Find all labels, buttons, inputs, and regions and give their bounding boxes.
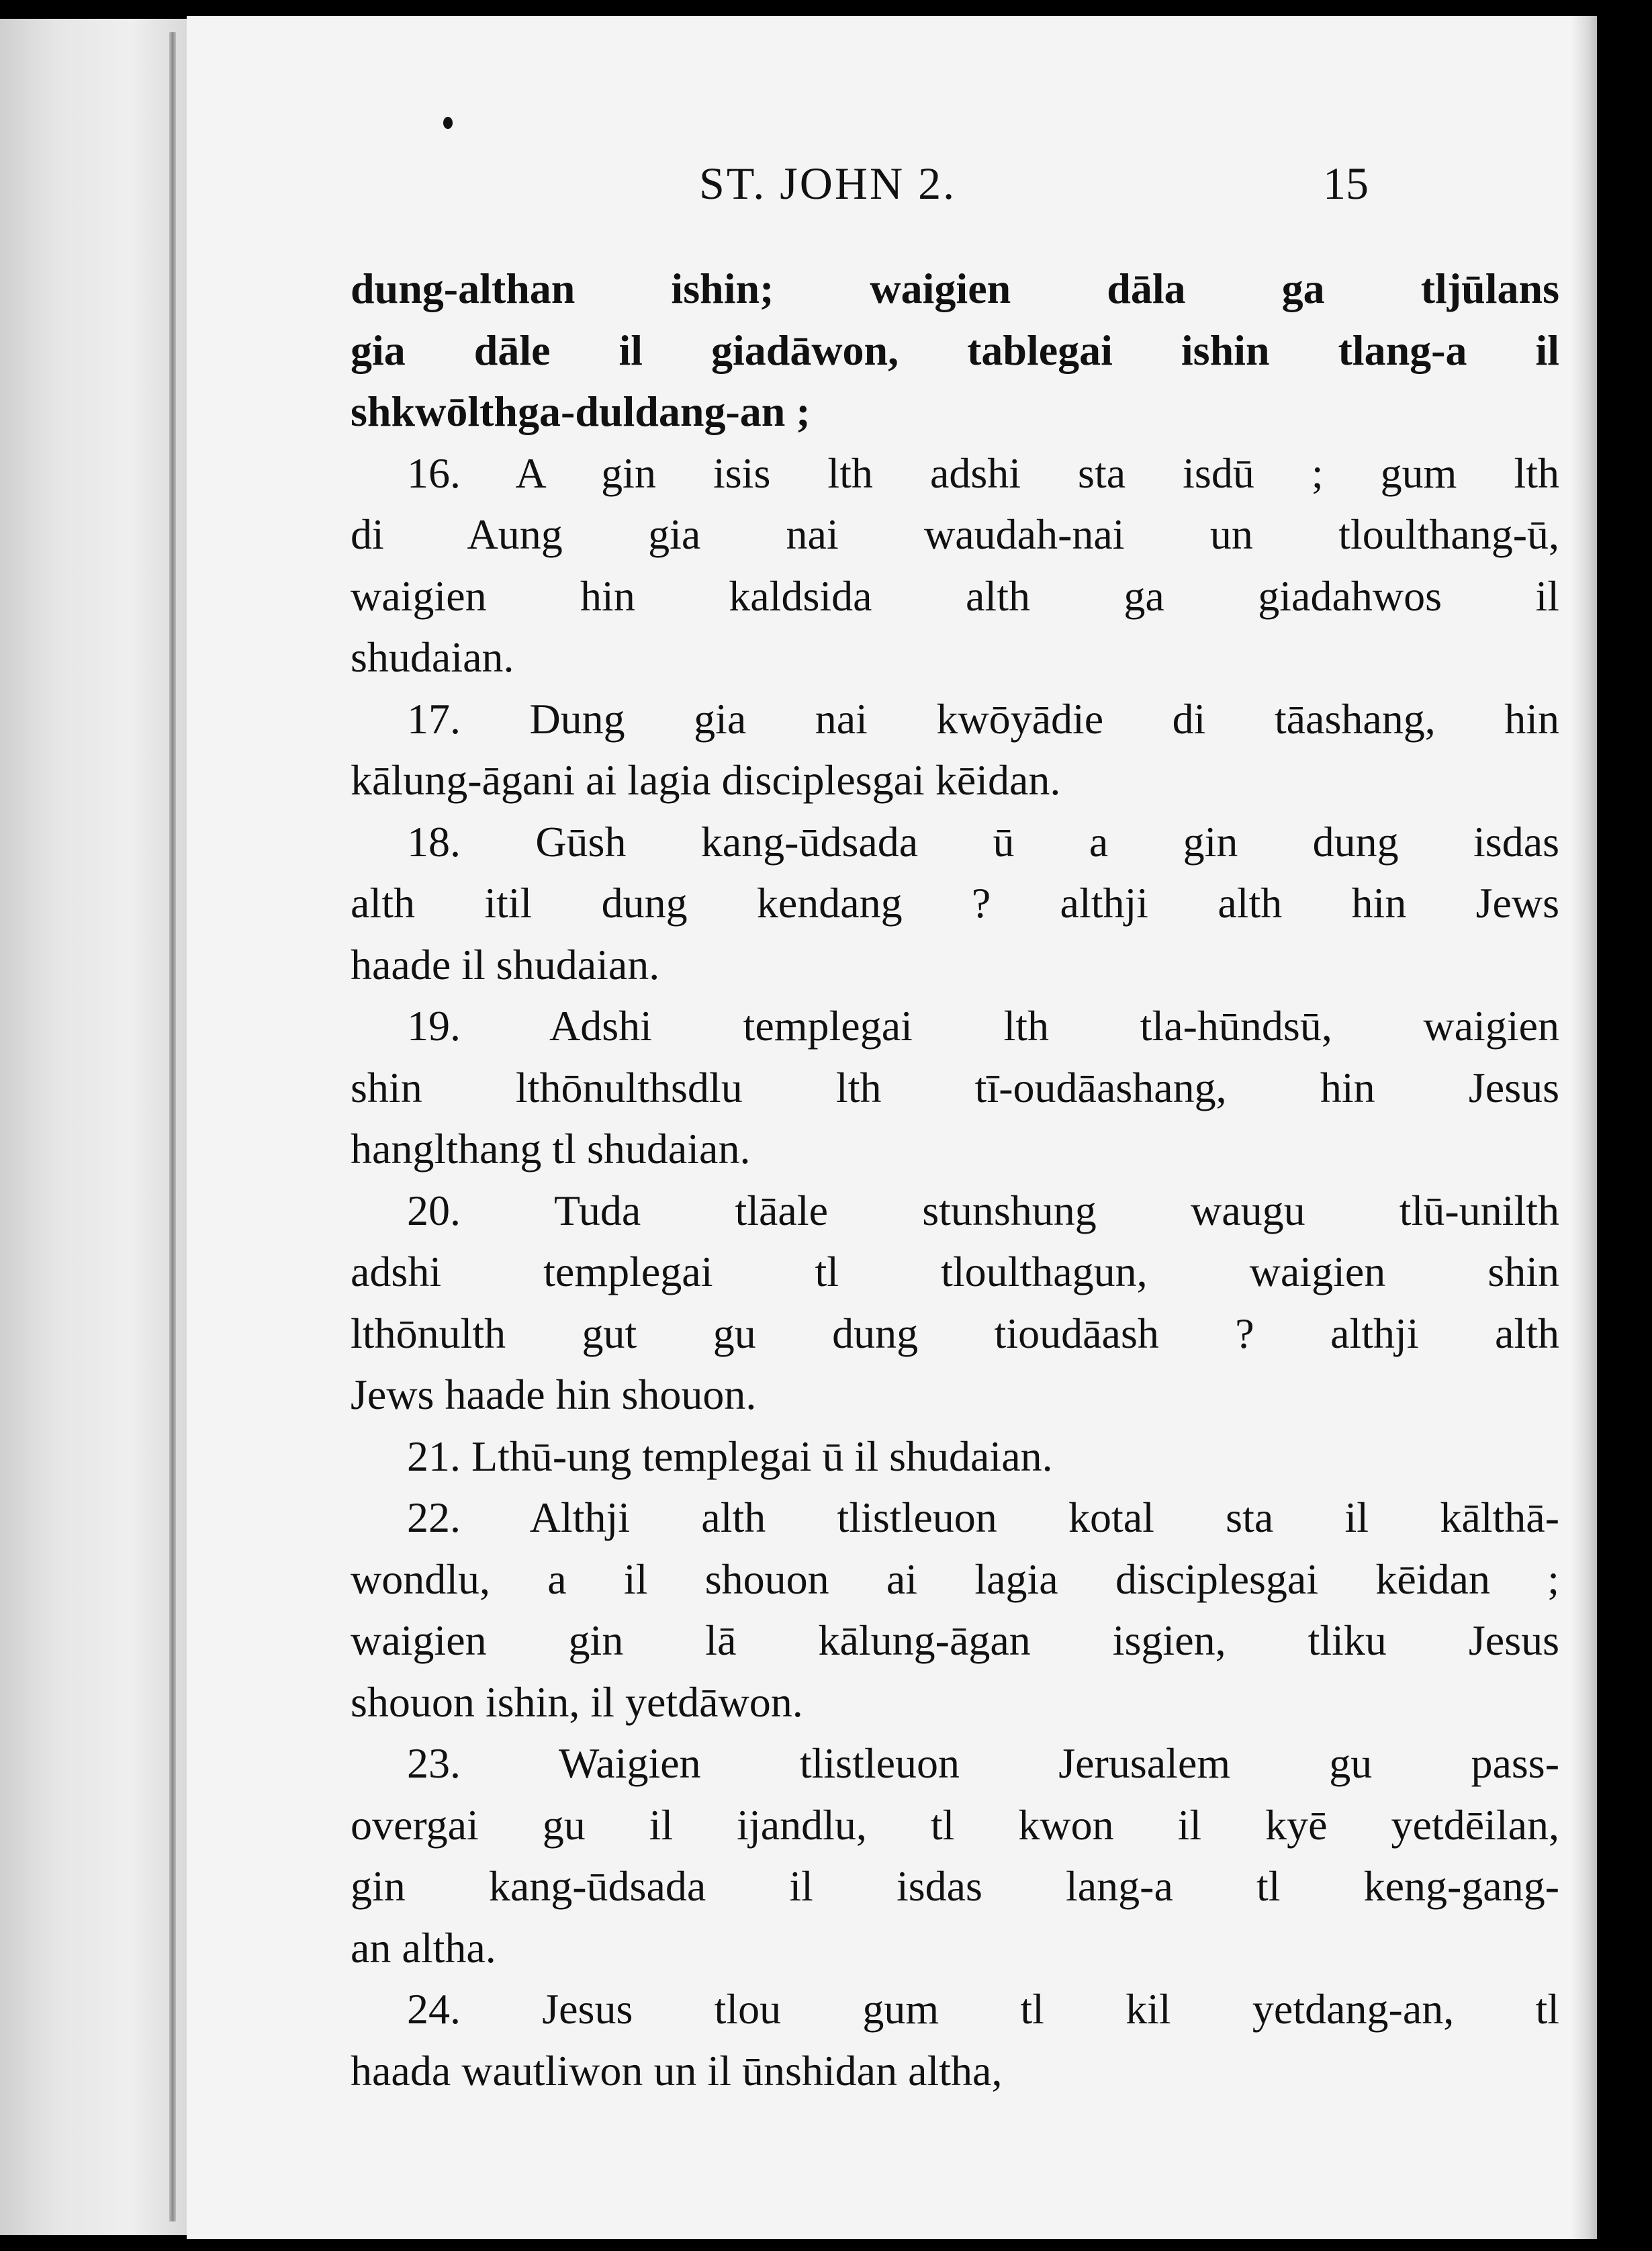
text-line: 22. Althji alth tlistleuon kotal sta il kālthā- [407, 1494, 1559, 1541]
text-line: lthōnulth gut gu dung tioudāash ? althji alth [351, 1309, 1559, 1357]
running-head: ST. JOHN 2. [699, 158, 957, 209]
text-line: haade il shudaian. [351, 940, 660, 989]
text-line: 21. Lthū-ung templegai ū il shudaian. [407, 1432, 1053, 1480]
text-line: alth itil dung kendang ? althji alth hin Jews [351, 879, 1559, 927]
text-line: 24. Jesus tlou gum tl kil yetdang-an, tl [407, 1985, 1559, 2033]
text-line: an altha. [351, 1923, 496, 1972]
book-page [187, 16, 1597, 2239]
facing-page-edge [0, 19, 187, 2235]
text-line: hanglthang tl shudaian. [351, 1125, 751, 1173]
text-line: 18. Gūsh kang-ūdsada ū a gin dung isdas [407, 817, 1559, 866]
text-line: shouon ishin, il yetdāwon. [351, 1678, 803, 1726]
text-line: 20. Tuda tlāale stunshung waugu tlū-unilth [407, 1186, 1559, 1234]
text-line: 23. Waigien tlistleuon Jerusalem gu pass- [407, 1739, 1559, 1787]
text-line: 17. Dung gia nai kwōyādie di tāashang, hin [407, 694, 1559, 743]
text-line: haada wautliwon un il ūnshidan altha, [351, 2046, 1003, 2095]
text-line: shin lthōnulthsdlu lth tī-oudāashang, hin Jesus [351, 1063, 1559, 1111]
text-line: 19. Adshi templegai lth tla-hūndsū, waigien [407, 1002, 1559, 1050]
text-line: kālung-āgani ai lagia disciplesgai kēidan. [351, 756, 1061, 804]
text-line: overgai gu il ijandlu, tl kwon il kyē yetdēilan, [351, 1800, 1559, 1849]
text-line: wondlu, a il shouon ai lagia disciplesgai kēidan ; [351, 1555, 1559, 1603]
text-line: waigien hin kaldsida alth ga giadahwos il [351, 571, 1559, 620]
text-line: waigien gin lā kālung-āgan isgien, tliku Jesus [351, 1616, 1559, 1664]
body-text [351, 258, 1559, 2101]
page-header [187, 157, 1597, 218]
text-line: di Aung gia nai waudah-nai un tloulthang-ū, [351, 510, 1559, 558]
page-number: 15 [1323, 158, 1369, 209]
text-line: gia dāle il giadāwon, tablegai ishin tlang-a il [351, 326, 1559, 374]
text-line: gin kang-ūdsada il isdas lang-a tl keng-gang- [351, 1862, 1559, 1910]
text-line: 16. A gin isis lth adshi sta isdū ; gum lth [407, 449, 1559, 497]
text-line: Jews haade hin shouon. [351, 1371, 757, 1418]
ink-speck [443, 117, 453, 129]
text-line: adshi templegai tl tloulthagun, waigien shin [351, 1248, 1559, 1295]
text-line: shkwōlthga-duldang-an ; [351, 387, 811, 435]
text-line: dung-althan ishin; waigien dāla ga tljūlans [351, 265, 1559, 312]
text-line: shudaian. [351, 633, 514, 681]
